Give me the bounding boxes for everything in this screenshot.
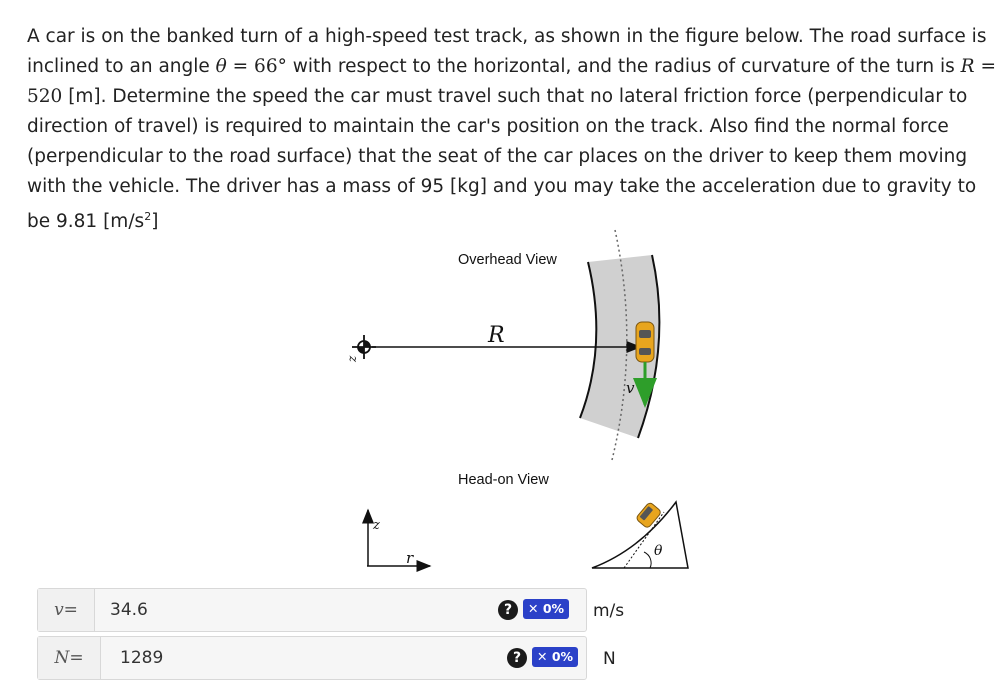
car-overhead-icon xyxy=(636,322,654,362)
z-label-overhead: z xyxy=(345,355,359,362)
problem-text-3: [m]. Determine the speed the car must travel such that no lateral friction force (perpendicular to direction of travel) is required to maintain the car's position on the track. Also find the normal force (perpendicular to the road surface) that the seat of the car places on the driver to keep them moving with the vehicle. The driver has a mass of 95 [kg] and you may take the acceleration due to gravity to be 9.81 [m/s xyxy=(27,86,977,233)
velocity-help-icon[interactable]: ? xyxy=(498,600,518,620)
problem-text-2: with respect to the horizontal, and the radius of curvature of the turn is xyxy=(286,56,961,77)
radius-symbol: R xyxy=(960,56,975,77)
radius-label: R xyxy=(488,323,505,348)
normal-unit: N xyxy=(603,649,616,669)
normal-input[interactable]: 1289 xyxy=(120,648,164,668)
velocity-input[interactable]: 34.6 xyxy=(110,600,148,620)
velocity-unit: m/s xyxy=(593,601,625,621)
z-axis-label: z xyxy=(373,518,380,533)
answer-row-normal xyxy=(37,636,587,680)
velocity-score-badge: ✕ 0% xyxy=(523,599,569,619)
center-crosshair-icon xyxy=(352,335,376,359)
normal-symbol: N= xyxy=(38,637,101,679)
radius-value: = 520 xyxy=(27,56,996,107)
theta-label: θ xyxy=(654,543,663,559)
headon-view-label: Head-on View xyxy=(458,472,549,488)
normal-help-icon[interactable]: ? xyxy=(507,648,527,668)
normal-score-badge: ✕ 0% xyxy=(532,647,578,667)
theta-value: = 66° xyxy=(226,56,287,77)
overhead-view-label: Overhead View xyxy=(458,252,557,268)
r-axis-label: r xyxy=(406,549,414,567)
velocity-symbol: v= xyxy=(38,589,95,631)
velocity-label: v xyxy=(626,379,635,397)
theta-symbol: θ xyxy=(215,56,227,77)
problem-text-1: A car is on the banked turn of a high-speed test track, as shown in the figure below. The road surface is inclined to an angle xyxy=(27,26,987,77)
problem-text-4: ] xyxy=(151,211,159,233)
banked-ramp xyxy=(592,502,688,568)
exponent: 2 xyxy=(144,210,152,223)
